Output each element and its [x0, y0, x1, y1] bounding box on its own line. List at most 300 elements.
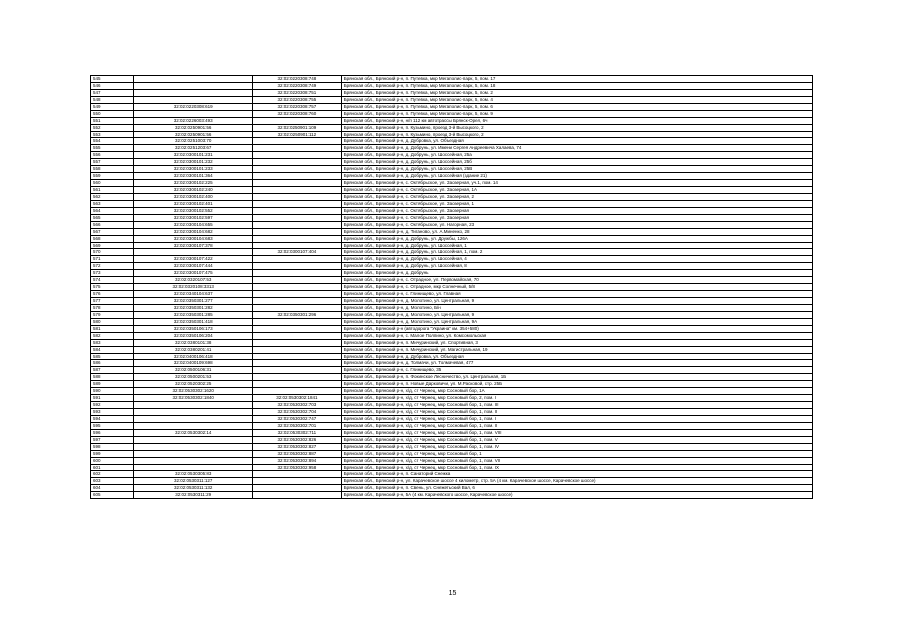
premises-number-cell: 32:02:0530302:958: [253, 464, 342, 471]
address-cell: Брянская обл., Брянский р-н, д. Молотино, ул. Центральная, 9: [341, 298, 812, 305]
address-cell: Брянская обл., Брянский р-н, с. Октябрьское, ул. Заозерная, 2: [341, 193, 812, 200]
table-row: [91, 235, 813, 242]
table-row: [91, 332, 813, 339]
row-number-cell: 587: [91, 367, 134, 374]
address-cell: Брянская обл., Брянский р-н, х/д, ст Чернец, мкр Сосновый бор, 1, пом. IX: [341, 464, 812, 471]
address-cell: Брянская обл., Брянский р-н, д. Добрунь, ул. Шоссейная, 4: [341, 256, 812, 263]
row-number-cell: 573: [91, 270, 134, 277]
premises-number-cell: [253, 304, 342, 311]
premises-number-cell: [253, 235, 342, 242]
row-number-cell: 554: [91, 138, 134, 145]
row-number-cell: 569: [91, 242, 134, 249]
premises-number-cell: 32:02:0250901:109: [253, 124, 342, 131]
parcel-number-cell: 32:02:0400106:418: [134, 353, 253, 360]
address-cell: Брянская обл., Брянский р-н, д. Дубровка, ул. Объездная: [341, 138, 812, 145]
address-cell: Брянская обл., Брянский р-н, д. Молотино, ул. Центральная, 9: [341, 311, 812, 318]
table-row: [91, 214, 813, 221]
row-number-cell: 567: [91, 228, 134, 235]
table-row: [91, 464, 813, 471]
table-row: [91, 457, 813, 464]
row-number-cell: 574: [91, 277, 134, 284]
parcel-number-cell: [134, 82, 253, 89]
parcel-number-cell: 32:02:0300104:655: [134, 221, 253, 228]
parcel-number-cell: 32:02:0300107:422: [134, 256, 253, 263]
parcel-number-cell: 32:02:0500201:53: [134, 374, 253, 381]
address-cell: Брянская обл., Брянский р-н, п. Новые Дарковичи, ул. М.Расковой, стр. 25Б: [341, 381, 812, 388]
address-cell: Брянская обл., Брянский р-н, х/д, ст Чернец, мкр Сосновый бор, 2, пом. I: [341, 395, 812, 402]
premises-number-cell: 32:02:0350301:296: [253, 311, 342, 318]
row-number-cell: 603: [91, 478, 134, 485]
parcel-number-cell: 32:02:0320108:3313: [134, 284, 253, 291]
table-row: [91, 429, 813, 436]
row-number-cell: 566: [91, 221, 134, 228]
address-cell: Брянская обл., Брянский р-н, д. Добрунь, ул. Шоссейная, 8: [341, 263, 812, 270]
parcel-number-cell: [134, 443, 253, 450]
row-number-cell: 601: [91, 464, 134, 471]
parcel-number-cell: 32:02:0300102:225: [134, 180, 253, 187]
row-number-cell: 570: [91, 249, 134, 256]
parcel-number-cell: 32:02:0530311:29: [134, 492, 253, 499]
parcel-number-cell: [134, 464, 253, 471]
table-row: [91, 152, 813, 159]
parcel-number-cell: 32:02:0300107:378: [134, 242, 253, 249]
table-row: [91, 200, 813, 207]
row-number-cell: 572: [91, 263, 134, 270]
table-row: [91, 485, 813, 492]
premises-number-cell: 32:02:0220308:760: [253, 110, 342, 117]
premises-number-cell: [253, 492, 342, 499]
row-number-cell: 559: [91, 173, 134, 180]
premises-number-cell: 32:02:0220308:757: [253, 103, 342, 110]
row-number-cell: 546: [91, 82, 134, 89]
row-number-cell: 557: [91, 159, 134, 166]
parcel-number-cell: 32:02:0350301:282: [134, 304, 253, 311]
row-number-cell: 545: [91, 76, 134, 83]
row-number-cell: 590: [91, 388, 134, 395]
address-cell: Брянская обл., Брянский р-н, п. Путевка, мкр Мегаполис-парк, 5, пом. 9: [341, 110, 812, 117]
parcel-number-cell: 32:02:0300107:444: [134, 263, 253, 270]
parcel-number-cell: 32:02:0350301:285: [134, 311, 253, 318]
premises-number-cell: [253, 388, 342, 395]
parcel-number-cell: 32:02:0300107:475: [134, 270, 253, 277]
parcel-number-cell: 32:02:0350301:277: [134, 298, 253, 305]
premises-number-cell: 32:02:0220308:751: [253, 89, 342, 96]
parcel-number-cell: [134, 89, 253, 96]
premises-number-cell: 32:02:0250901:112: [253, 131, 342, 138]
premises-number-cell: [253, 159, 342, 166]
premises-number-cell: [253, 173, 342, 180]
table-row: [91, 131, 813, 138]
table-row: [91, 291, 813, 298]
row-number-cell: 593: [91, 409, 134, 416]
address-cell: Брянская обл., Брянский р-н, д. Тиганово, ул. А.Миненко, 28: [341, 228, 812, 235]
table-row: [91, 180, 813, 187]
table-row: [91, 159, 813, 166]
premises-number-cell: [253, 346, 342, 353]
parcel-number-cell: [134, 110, 253, 117]
parcel-number-cell: [134, 402, 253, 409]
cadastral-table: [90, 75, 813, 499]
row-number-cell: 556: [91, 152, 134, 159]
parcel-number-cell: 32:02:0530311:127: [134, 478, 253, 485]
table-row: [91, 249, 813, 256]
address-cell: Брянская обл., Брянский р-н, с. Октябрьское, ул. Нагорная, 23: [341, 221, 812, 228]
premises-number-cell: [253, 214, 342, 221]
address-cell: Брянская обл., Брянский р-н, п. Кузьмино, проезд 3-й Высоцкого, 2: [341, 131, 812, 138]
premises-number-cell: [253, 193, 342, 200]
premises-number-cell: [253, 145, 342, 152]
table-row: [91, 89, 813, 96]
address-cell: Брянская обл., Брянский р-н, с. Октябрьское, ул. Заозерная, 1А: [341, 187, 812, 194]
address-cell: Брянская обл., Брянский р-н, х/д, ст Чернец, мкр Сосновый бор, 1: [341, 450, 812, 457]
row-number-cell: 548: [91, 96, 134, 103]
parcel-number-cell: 32:02:0530305:83: [134, 471, 253, 478]
parcel-number-cell: 32:02:0300102:401: [134, 200, 253, 207]
address-cell: Брянская обл., Брянский р-н, х/д, ст Чернец, мкр Сосновый бор, 1, пом. VIII: [341, 429, 812, 436]
table-row: [91, 422, 813, 429]
parcel-number-cell: [134, 457, 253, 464]
premises-number-cell: [253, 485, 342, 492]
row-number-cell: 560: [91, 180, 134, 187]
table-row: [91, 221, 813, 228]
table-row: [91, 298, 813, 305]
row-number-cell: 596: [91, 429, 134, 436]
table-row: [91, 263, 813, 270]
row-number-cell: 552: [91, 124, 134, 131]
parcel-number-cell: 32:02:0530302:14: [134, 429, 253, 436]
row-number-cell: 579: [91, 311, 134, 318]
table-row: [91, 187, 813, 194]
table-row: [91, 395, 813, 402]
premises-number-cell: [253, 367, 342, 374]
table-row: [91, 166, 813, 173]
premises-number-cell: [253, 256, 342, 263]
address-cell: Брянская обл., Брянский р-н, х/д, ст Чернец, мкр Сосновый бор, 1, пом. VII: [341, 457, 812, 464]
table-row: [91, 117, 813, 124]
parcel-number-cell: 32:02:0340104:637: [134, 291, 253, 298]
premises-number-cell: 32:02:0530302:894: [253, 457, 342, 464]
parcel-number-cell: 32:02:0300102:552: [134, 207, 253, 214]
address-cell: Брянская обл., Брянский р-н, п. Путевка, мкр Мегаполис-парк, 5, пом. 4: [341, 96, 812, 103]
table-row: [91, 443, 813, 450]
row-number-cell: 555: [91, 145, 134, 152]
address-cell: Брянская обл., Брянский р-н, с. Октябрьское, ул. Заозерная: [341, 207, 812, 214]
premises-number-cell: [253, 478, 342, 485]
premises-number-cell: 32:02:0530302:704: [253, 409, 342, 416]
address-cell: Брянская обл., Брянский р-н, д. Толмачи, ул. Толмачевая, 477: [341, 360, 812, 367]
parcel-number-cell: 32:02:0220308:619: [134, 103, 253, 110]
row-number-cell: 602: [91, 471, 134, 478]
row-number-cell: 584: [91, 346, 134, 353]
address-cell: Брянская обл., Брянский р-н, д. Добрунь, ул. Шоссейная, 1, пом. 2: [341, 249, 812, 256]
address-cell: Брянская обл., Брянский р-н, с. Октябрьское, ул. Заозерная, уч.1, пом. 14: [341, 180, 812, 187]
premises-number-cell: 32:02:0530302:701: [253, 422, 342, 429]
premises-number-cell: 32:02:0530302:711: [253, 429, 342, 436]
row-number-cell: 571: [91, 256, 134, 263]
premises-number-cell: [253, 221, 342, 228]
premises-number-cell: [253, 374, 342, 381]
parcel-number-cell: [134, 422, 253, 429]
address-cell: Брянская обл., Брянский р-н, п. Путевка, мкр Мегаполис-парк, 5, пом. 2: [341, 89, 812, 96]
address-cell: Брянская обл., Брянский р-н, с. Глинищево, ул. Главная: [341, 291, 812, 298]
row-number-cell: 564: [91, 207, 134, 214]
premises-number-cell: [253, 187, 342, 194]
table-row: [91, 277, 813, 284]
parcel-number-cell: [134, 450, 253, 457]
table-row: [91, 367, 813, 374]
row-number-cell: 563: [91, 200, 134, 207]
premises-number-cell: [253, 166, 342, 173]
premises-number-cell: 32:02:0220308:748: [253, 76, 342, 83]
cadastral-table-body: [91, 76, 813, 499]
row-number-cell: 604: [91, 485, 134, 492]
table-row: [91, 96, 813, 103]
row-number-cell: 598: [91, 443, 134, 450]
address-cell: Брянская обл., Брянский р-н, х/д, ст Чернец, мкр Сосновый бор, 1А: [341, 388, 812, 395]
row-number-cell: 583: [91, 339, 134, 346]
table-row: [91, 318, 813, 325]
address-cell: Брянская обл., Брянский р-н, д. Добрунь, ул. Шоссейная (здание 21): [341, 173, 812, 180]
row-number-cell: 561: [91, 187, 134, 194]
premises-number-cell: [253, 242, 342, 249]
address-cell: Брянская обл., Брянский р-н, д. Молотино, ул. Центральная, 9А: [341, 318, 812, 325]
parcel-number-cell: [134, 409, 253, 416]
address-cell: Брянская обл., Брянский р-н, д. Добрунь, ул. Шоссейная, 25б: [341, 159, 812, 166]
parcel-number-cell: 32:02:0300102:400: [134, 193, 253, 200]
table-row: [91, 110, 813, 117]
parcel-number-cell: 32:02:0300101:231: [134, 152, 253, 159]
table-row: [91, 374, 813, 381]
parcel-number-cell: [134, 76, 253, 83]
row-number-cell: 594: [91, 415, 134, 422]
address-cell: Брянская обл., Брянский р-н, с. Глинищево, 35: [341, 367, 812, 374]
row-number-cell: 577: [91, 298, 134, 305]
address-cell: Брянская обл., Брянский р-н, п. Мичуринский, ул. Спортивная, 3: [341, 339, 812, 346]
address-cell: Брянская обл., Брянский р-н, д. Добрунь, ул. Дружбы, 126А: [341, 235, 812, 242]
parcel-number-cell: 32:02:0300101:364: [134, 173, 253, 180]
address-cell: Брянская обл., Брянский р-н, х/д, ст Чернец, мкр Сосновый бор, 1, пом. V: [341, 436, 812, 443]
parcel-number-cell: 32:02:0350301:418: [134, 318, 253, 325]
row-number-cell: 575: [91, 284, 134, 291]
address-cell: Брянская обл., Брянский р-н (автодорога "Украина" км. 354+580): [341, 325, 812, 332]
parcel-number-cell: 32:02:0380101:38: [134, 339, 253, 346]
premises-number-cell: [253, 117, 342, 124]
table-row: [91, 284, 813, 291]
row-number-cell: 558: [91, 166, 134, 173]
premises-number-cell: 32:02:0530302:703: [253, 402, 342, 409]
address-cell: Брянская обл., Брянский р-н, п. Путевка, мкр Мегаполис-парк, 5, пом. 6: [341, 103, 812, 110]
row-number-cell: 591: [91, 395, 134, 402]
premises-number-cell: [253, 332, 342, 339]
premises-number-cell: [253, 381, 342, 388]
parcel-number-cell: 32:02:0350106:204: [134, 332, 253, 339]
table-row: [91, 346, 813, 353]
table-row: [91, 270, 813, 277]
address-cell: Брянская обл., Брянский р-н, 5А (4 км. Карачевского шоссе, Карачевское шоссе): [341, 492, 812, 499]
table-row: [91, 76, 813, 83]
address-cell: Брянская обл., Брянский р-н, н/п 112 км автотрассы Брянск-Орел, 6ч: [341, 117, 812, 124]
premises-number-cell: [253, 471, 342, 478]
premises-number-cell: [253, 277, 342, 284]
address-cell: Брянская обл., Брянский р-н, с. Октябрьское, ул. Заозерная, 1: [341, 200, 812, 207]
row-number-cell: 551: [91, 117, 134, 124]
row-number-cell: 565: [91, 214, 134, 221]
table-row: [91, 409, 813, 416]
address-cell: Брянская обл., Брянский р-н, п. Путевка, мкр Мегаполис-парк, 5, пом. 18: [341, 82, 812, 89]
register-sheet: [90, 75, 813, 499]
parcel-number-cell: 32:02:0320107:53: [134, 277, 253, 284]
row-number-cell: 595: [91, 422, 134, 429]
premises-number-cell: [253, 228, 342, 235]
parcel-number-cell: 32:02:0251003:70: [134, 138, 253, 145]
row-number-cell: 547: [91, 89, 134, 96]
table-row: [91, 353, 813, 360]
table-row: [91, 256, 813, 263]
row-number-cell: 576: [91, 291, 134, 298]
parcel-number-cell: 32:02:0226003:493: [134, 117, 253, 124]
premises-number-cell: [253, 138, 342, 145]
address-cell: Брянская обл., Брянский р-н, п. Санаторий Снежка: [341, 471, 812, 478]
premises-number-cell: 32:02:0300107:404: [253, 249, 342, 256]
address-cell: Брянская обл., Брянский р-н, д. Добрунь, ул. Шоссейная, 25а: [341, 152, 812, 159]
row-number-cell: 580: [91, 318, 134, 325]
table-row: [91, 325, 813, 332]
row-number-cell: 553: [91, 131, 134, 138]
row-number-cell: 599: [91, 450, 134, 457]
premises-number-cell: 32:02:0530302:826: [253, 436, 342, 443]
row-number-cell: 568: [91, 235, 134, 242]
row-number-cell: 550: [91, 110, 134, 117]
table-row: [91, 311, 813, 318]
table-row: [91, 228, 813, 235]
table-row: [91, 145, 813, 152]
table-row: [91, 478, 813, 485]
address-cell: Брянская обл., Брянский р-н, х/д, ст Чернец, мкр Сосновый бор, 1, пом. II: [341, 409, 812, 416]
premises-number-cell: [253, 152, 342, 159]
parcel-number-cell: 32:02:0300102:240: [134, 187, 253, 194]
premises-number-cell: [253, 298, 342, 305]
table-row: [91, 471, 813, 478]
premises-number-cell: [253, 284, 342, 291]
address-cell: Брянская обл., Брянский р-н, д. Добрунь: [341, 270, 812, 277]
premises-number-cell: [253, 353, 342, 360]
address-cell: Брянская обл., Брянский р-н, х/д, ст Чернец, мкр Сосновый бор, 1, пом. II: [341, 422, 812, 429]
parcel-number-cell: 32:02:0530311:132: [134, 485, 253, 492]
address-cell: Брянская обл., Брянский р-н, п. Фокинское Лесничество, ул. Центральная, 1Б: [341, 374, 812, 381]
parcel-number-cell: [134, 436, 253, 443]
parcel-number-cell: 32:02:0400109:698: [134, 360, 253, 367]
page-number: 15: [448, 590, 457, 597]
premises-number-cell: 32:02:0530302:827: [253, 443, 342, 450]
table-row: [91, 402, 813, 409]
premises-number-cell: 32:02:0530302:1841: [253, 395, 342, 402]
address-cell: Брянская обл., Брянский р-н, с. Октябрьское, ул. Заозерная: [341, 214, 812, 221]
row-number-cell: 582: [91, 332, 134, 339]
table-row: [91, 388, 813, 395]
address-cell: Брянская обл., Брянский р-н, с. Отрадное, мкр Солнечный, 5/8: [341, 284, 812, 291]
row-number-cell: 586: [91, 360, 134, 367]
parcel-number-cell: 32:02:0530302:1840: [134, 395, 253, 402]
table-row: [91, 242, 813, 249]
table-row: [91, 173, 813, 180]
row-number-cell: 585: [91, 353, 134, 360]
table-row: [91, 415, 813, 422]
table-row: [91, 450, 813, 457]
parcel-number-cell: 32:02:0300101:233: [134, 166, 253, 173]
premises-number-cell: [253, 318, 342, 325]
premises-number-cell: [253, 360, 342, 367]
parcel-number-cell: 32:02:0380201:41: [134, 346, 253, 353]
premises-number-cell: [253, 180, 342, 187]
premises-number-cell: [253, 200, 342, 207]
parcel-number-cell: 32:02:0300102:597: [134, 214, 253, 221]
address-cell: Брянская обл., Брянский р-н, п. Мичуринский, ул. Магистральная, 19: [341, 346, 812, 353]
row-number-cell: 581: [91, 325, 134, 332]
address-cell: Брянская обл., Брянский р-н, д. Молотино, Б/н: [341, 304, 812, 311]
row-number-cell: 549: [91, 103, 134, 110]
premises-number-cell: 32:02:0530302:747: [253, 415, 342, 422]
parcel-number-cell: 32:02:0300104:682: [134, 228, 253, 235]
table-row: [91, 436, 813, 443]
address-cell: Брянская обл., Брянский р-н, ул. Карачевское шоссе 4 километр, стр. 5А (4 км. Карачевское шоссе, Карачевское шоссе): [341, 478, 812, 485]
address-cell: Брянская обл., Брянский р-н, д. Добрунь, ул. Шоссейная, 1: [341, 242, 812, 249]
premises-number-cell: [253, 270, 342, 277]
table-row: [91, 304, 813, 311]
parcel-number-cell: [134, 415, 253, 422]
address-cell: Брянская обл., Брянский р-н, п. Путевка, мкр Мегаполис-парк, 5, пом. 17: [341, 76, 812, 83]
parcel-number-cell: 32:02:0300104:683: [134, 235, 253, 242]
parcel-number-cell: 32:02:0350106:173: [134, 325, 253, 332]
row-number-cell: 578: [91, 304, 134, 311]
table-row: [91, 360, 813, 367]
parcel-number-cell: 32:02:0250901:56: [134, 131, 253, 138]
row-number-cell: 605: [91, 492, 134, 499]
parcel-number-cell: 32:02:0251203:67: [134, 145, 253, 152]
table-row: [91, 124, 813, 131]
row-number-cell: 588: [91, 374, 134, 381]
premises-number-cell: 32:02:0530302:887: [253, 450, 342, 457]
parcel-number-cell: [134, 96, 253, 103]
address-cell: Брянская обл., Брянский р-н, х/д, ст Чернец, мкр Сосновый бор, 1, пом. I: [341, 415, 812, 422]
table-row: [91, 207, 813, 214]
table-row: [91, 82, 813, 89]
table-row: [91, 339, 813, 346]
parcel-number-cell: 32:02:0250901:56: [134, 124, 253, 131]
address-cell: Брянская обл., Брянский р-н, п. Кузьмино, проезд 3-й Высоцкого, 2: [341, 124, 812, 131]
parcel-number-cell: 32:02:0530302:1620: [134, 388, 253, 395]
parcel-number-cell: [134, 249, 253, 256]
address-cell: Брянская обл., Брянский р-н, д. Добрунь, ул. Шоссейная, 25В: [341, 166, 812, 173]
row-number-cell: 562: [91, 193, 134, 200]
address-cell: Брянская обл., Брянский р-н, х/д, ст Чернец, мкр Сосновый бор, 1, пом. III: [341, 402, 812, 409]
premises-number-cell: [253, 291, 342, 298]
address-cell: Брянская обл., Брянский р-н, п. Свень, ул. Снежетьский Вал, 6: [341, 485, 812, 492]
table-row: [91, 492, 813, 499]
premises-number-cell: [253, 207, 342, 214]
parcel-number-cell: 32:02:0500106:31: [134, 367, 253, 374]
address-cell: Брянская обл., Брянский р-н, х/д, ст Чернец, мкр Сосновый бор, 1, пом. IV: [341, 443, 812, 450]
row-number-cell: 589: [91, 381, 134, 388]
table-row: [91, 193, 813, 200]
premises-number-cell: [253, 339, 342, 346]
parcel-number-cell: 32:02:0300101:232: [134, 159, 253, 166]
premises-number-cell: [253, 263, 342, 270]
address-cell: Брянская обл., Брянский р-н, д. Дубровка, ул. Объездная: [341, 353, 812, 360]
row-number-cell: 600: [91, 457, 134, 464]
address-cell: Брянская обл., Брянский р-н, с. Отрадное, ул. Первомайская, 70: [341, 277, 812, 284]
parcel-number-cell: 32:02:0520302:25: [134, 381, 253, 388]
premises-number-cell: 32:02:0220308:749: [253, 82, 342, 89]
